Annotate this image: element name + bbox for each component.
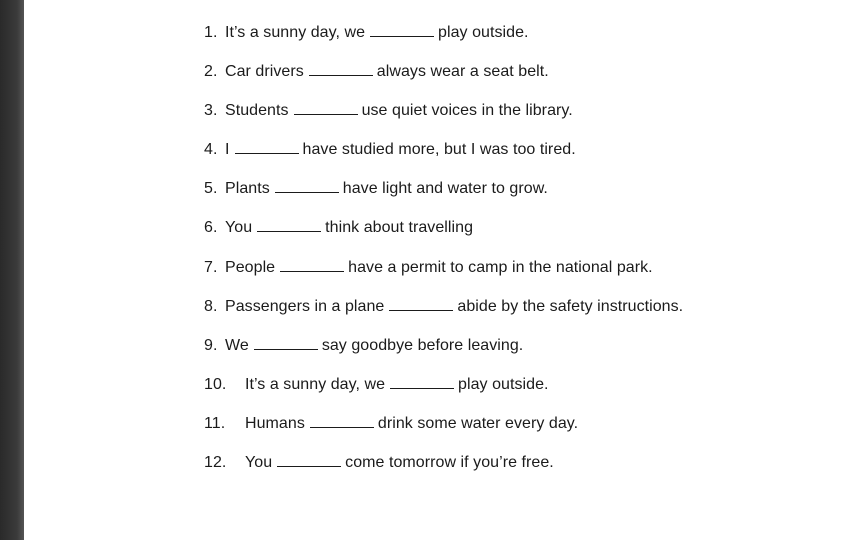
text-before-blank: It’s a sunny day, we: [245, 375, 386, 393]
text-after-blank: have light and water to grow.: [342, 180, 548, 198]
item-number: 12.: [204, 454, 227, 472]
text-after-blank: think about travelling: [325, 219, 474, 237]
answer-blank: [390, 375, 454, 389]
answer-blank: [275, 179, 339, 193]
text-before-blank: Plants: [225, 180, 270, 198]
answer-blank: [235, 140, 299, 154]
answer-blank: [257, 218, 321, 232]
item-number: 1.: [204, 24, 218, 41]
text-before-blank: Humans: [245, 414, 305, 432]
item-number: 3.: [204, 102, 218, 120]
text-after-blank: abide by the safety instructions.: [457, 297, 684, 315]
item-number: 8.: [204, 297, 218, 315]
exercise-item-2: [204, 60, 683, 99]
text-before-blank: You: [225, 219, 253, 237]
answer-blank: [310, 414, 374, 428]
item-number: 11.: [204, 414, 226, 432]
text-after-blank: always wear a seat belt.: [376, 63, 549, 81]
exercise-list: [204, 21, 683, 490]
exercise-item-9: [204, 334, 683, 373]
exercise-item-10: [204, 373, 683, 412]
text-before-blank: Passengers in a plane: [225, 297, 385, 315]
answer-blank: [254, 336, 318, 350]
exercise-item-12: [204, 451, 683, 490]
text-after-blank: have a permit to camp in the national park.: [348, 258, 653, 276]
exercise-item-3: [204, 99, 683, 138]
answer-blank: [389, 297, 453, 311]
text-after-blank: play outside.: [438, 24, 529, 41]
text-after-blank: have studied more, but I was too tired.: [302, 141, 576, 159]
text-before-blank: Students: [225, 102, 289, 120]
exercise-item-7: [204, 256, 683, 295]
text-before-blank: It’s a sunny day, we: [225, 24, 366, 41]
item-number: 5.: [204, 180, 218, 198]
text-after-blank: use quiet voices in the library.: [361, 102, 573, 120]
text-before-blank: I: [225, 141, 230, 159]
text-before-blank: Car drivers: [225, 63, 304, 81]
item-number: 2.: [204, 63, 218, 81]
answer-blank: [294, 101, 358, 115]
exercise-item-4: [204, 138, 683, 177]
item-number: 4.: [204, 141, 218, 159]
text-after-blank: come tomorrow if you’re free.: [345, 454, 554, 472]
text-before-blank: People: [225, 258, 276, 276]
text-before-blank: You: [245, 454, 273, 472]
exercise-item-1: [204, 21, 683, 60]
text-after-blank: drink some water every day.: [377, 414, 579, 432]
answer-blank: [280, 258, 344, 272]
item-number: 7.: [204, 258, 218, 276]
text-after-blank: say goodbye before leaving.: [321, 336, 524, 354]
item-number: 10.: [204, 375, 227, 393]
item-number: 9.: [204, 336, 218, 354]
exercise-item-6: [204, 216, 683, 255]
answer-blank: [370, 23, 434, 37]
answer-blank: [309, 62, 373, 76]
exercise-item-5: [204, 177, 683, 216]
text-after-blank: play outside.: [458, 375, 549, 393]
text-before-blank: We: [225, 336, 249, 354]
item-number: 6.: [204, 219, 218, 237]
exercise-item-8: [204, 295, 683, 334]
left-edge-bar: [0, 0, 24, 540]
exercise-item-11: [204, 412, 683, 451]
answer-blank: [277, 453, 341, 467]
